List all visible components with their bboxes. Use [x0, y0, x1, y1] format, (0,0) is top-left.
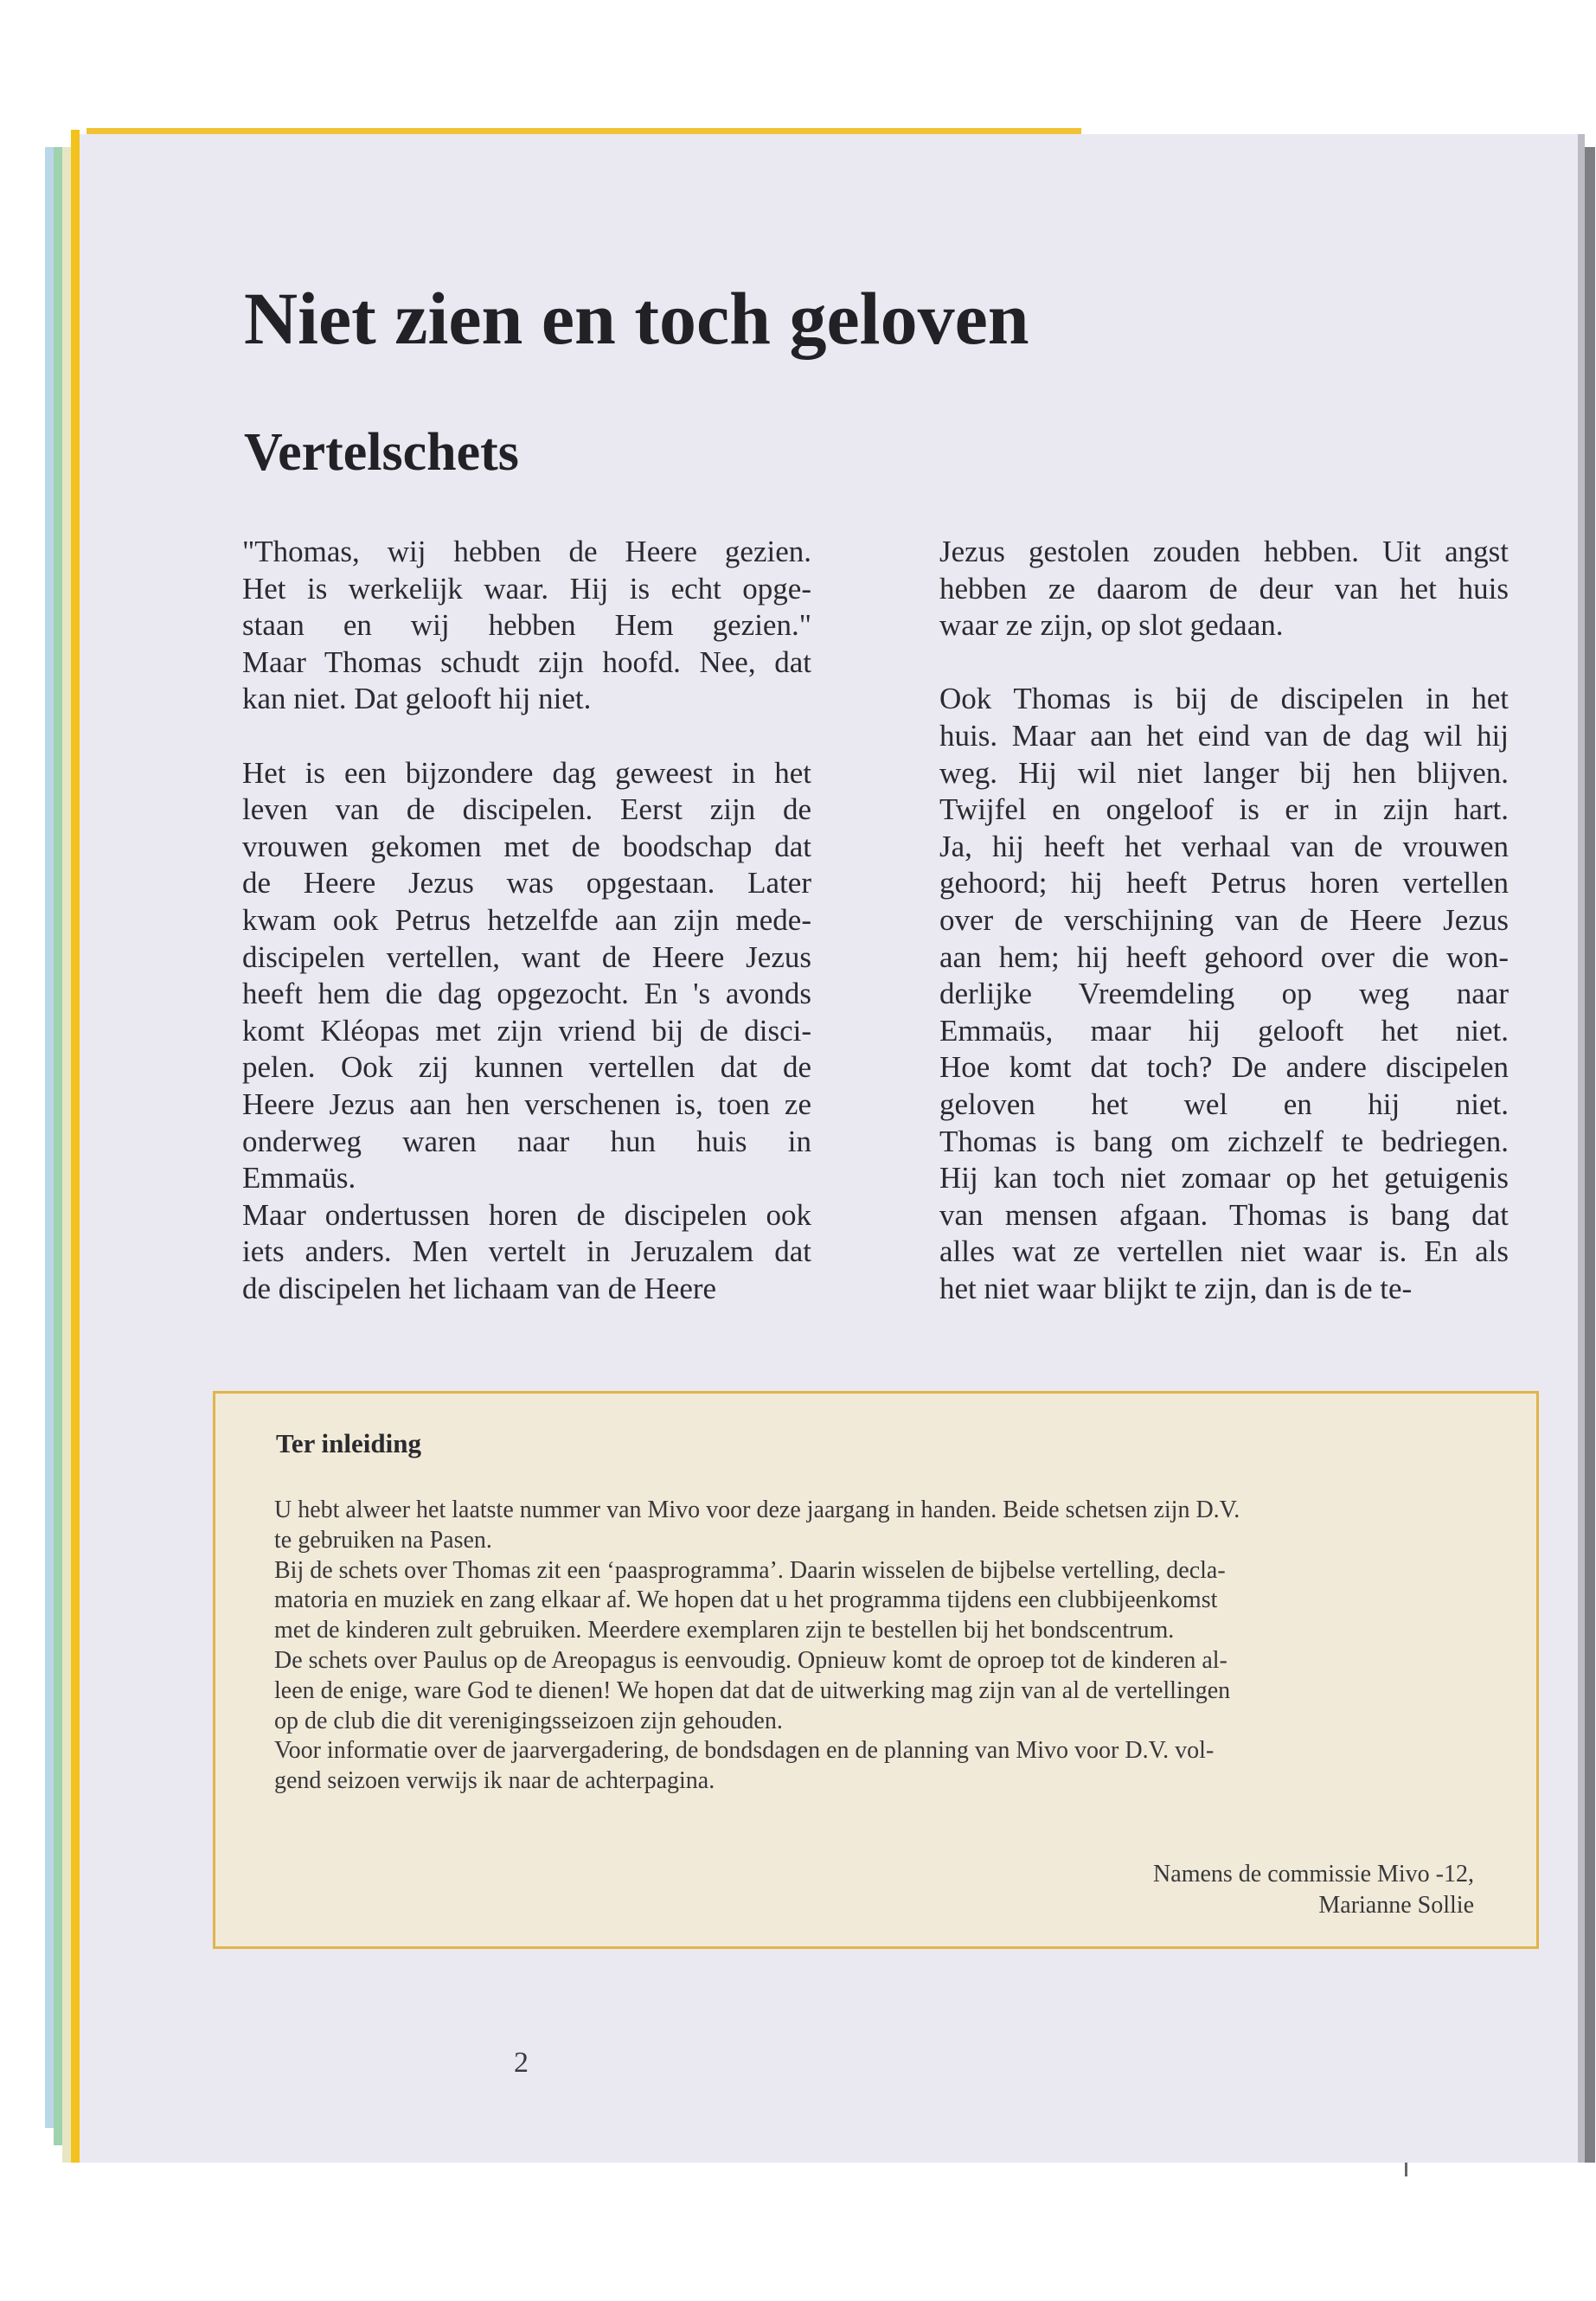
text-line: Jezus gestolen zouden hebben. Uit angst: [939, 535, 1509, 568]
text-line: pelen. Ook zij kunnen vertellen dat de: [242, 1050, 811, 1085]
intro-text-line: te gebruiken na Pasen.: [274, 1526, 492, 1554]
page-edge: [62, 147, 71, 2163]
text-line: Maar Thomas schudt zijn hoofd. Nee, dat: [242, 644, 811, 679]
text-line: Heere Jezus aan hen verschenen is, toen ze: [242, 1086, 811, 1121]
text-line: vrouwen gekomen met de boodschap dat: [242, 829, 811, 863]
text-line: Het is een bijzondere dag geweest in het: [242, 755, 811, 790]
text-line: van mensen afgaan. Thomas is bang dat: [939, 1197, 1509, 1232]
text-line: kan niet. Dat gelooft hij niet.: [242, 682, 592, 716]
text-line: Thomas is bang om zichzelf te bedriegen.: [939, 1124, 1509, 1158]
signature-line: Namens de commissie Mivo -12,: [1153, 1861, 1474, 1888]
intro-text-line: op de club die dit verenigingsseizoen zijn gehouden.: [274, 1707, 783, 1734]
page-edge: [71, 130, 80, 2163]
text-line: waar ze zijn, op slot gedaan.: [939, 608, 1284, 643]
right-column: [939, 534, 1509, 1307]
intro-text-line: De schets over Paulus op de Areopagus is eenvoudig. Opnieuw komt de oproep tot de kinderen al-: [274, 1646, 1227, 1674]
text-line: aan hem; hij heeft gehoord over die won-: [939, 939, 1509, 974]
text-line: gehoord; hij heeft Petrus horen vertellen: [939, 866, 1509, 901]
text-line: hebben ze daarom de deur van het huis: [939, 571, 1509, 606]
text-line: Hij kan toch niet zomaar op het getuigenis: [939, 1161, 1509, 1195]
intro-text-line: gend seizoen verwijs ik naar de achterpagina.: [274, 1767, 715, 1795]
text-line: Het is werkelijk waar. Hij is echt opge-: [242, 571, 811, 606]
text-line: Emmaüs.: [242, 1161, 356, 1195]
page-edge: [54, 147, 62, 2145]
intro-box-title: Ter inleiding: [276, 1428, 421, 1458]
text-line: onderweg waren naar hun huis in: [242, 1124, 811, 1158]
text-line: Emmaüs, maar hij gelooft het niet.: [939, 1013, 1509, 1048]
text-line: komt Kléopas met zijn vriend bij de disci-: [242, 1013, 811, 1048]
text-line: leven van de discipelen. Eerst zijn de: [242, 792, 811, 827]
text-line: Maar ondertussen horen de discipelen ook: [242, 1197, 811, 1232]
page-title: Niet zien en toch geloven: [244, 277, 1029, 360]
text-line: staan en wij hebben Hem gezien.": [242, 608, 811, 643]
intro-text-line: U hebt alweer het laatste nummer van Mivo voor deze jaargang in handen. Beide schetsen zijn D.V.: [274, 1497, 1240, 1523]
intro-text-line: Bij de schets over Thomas zit een ‘paasprogramma’. Daarin wisselen de bijbelse vertelling, decla-: [274, 1556, 1226, 1584]
paragraph: [939, 681, 1509, 1307]
text-line: de discipelen het lichaam van de Heere: [242, 1271, 717, 1305]
text-line: iets anders. Men vertelt in Jeruzalem dat: [242, 1234, 811, 1269]
text-line: heeft hem die dag opgezocht. En 's avonds: [242, 977, 811, 1011]
intro-box: [213, 1391, 1539, 1949]
text-line: Ook Thomas is bij de discipelen in het: [939, 682, 1509, 716]
intro-text-line: met de kinderen zult gebruiken. Meerdere exemplaren zijn te bestellen bij het bondscentrum.: [274, 1617, 1175, 1644]
scan-mark: [1405, 2163, 1407, 2176]
page-number: 2: [514, 2047, 529, 2079]
text-line: alles wat ze vertellen niet waar is. En als: [939, 1234, 1509, 1269]
intro-text-line: matoria en muziek en zang elkaar af. We hopen dat u het programma tijdens een clubbijeenkomst: [274, 1586, 1218, 1614]
signature-name: Marianne Sollie: [1318, 1892, 1474, 1919]
intro-text-line: Voor informatie over de jaarvergadering, de bondsdagen en de planning van Mivo voor D.V. vol-: [274, 1737, 1215, 1765]
text-line: Twijfel en ongeloof is er in zijn hart.: [939, 792, 1509, 827]
text-line: over de verschijning van de Heere Jezus: [939, 902, 1509, 937]
left-column: [242, 534, 811, 1307]
paragraph: [939, 534, 1509, 644]
signature: [1153, 1859, 1474, 1921]
page-edge: [45, 147, 54, 2128]
text-line: discipelen vertellen, want de Heere Jezus: [242, 939, 811, 974]
text-line: Hoe komt dat toch? De andere discipelen: [939, 1050, 1509, 1085]
text-line: Ja, hij heeft het verhaal van de vrouwen: [939, 829, 1509, 863]
text-line: huis. Maar aan het eind van de dag wil hij: [939, 718, 1509, 753]
text-line: kwam ook Petrus hetzelfde aan zijn mede-: [242, 902, 811, 937]
text-line: het niet waar blijkt te zijn, dan is de te-: [939, 1271, 1413, 1305]
paragraph: [242, 534, 811, 718]
section-subtitle: Vertelschets: [244, 423, 519, 482]
text-line: geloven het wel en hij niet.: [939, 1086, 1509, 1121]
paragraph: [242, 755, 811, 1308]
text-line: de Heere Jezus was opgestaan. Later: [242, 866, 811, 901]
intro-box-body: [274, 1496, 1477, 1797]
page-shadow: [1583, 147, 1595, 2163]
intro-text-line: leen de enige, ware God te dienen! We hopen dat dat de uitwerking mag zijn van al de vertellingen: [274, 1676, 1231, 1704]
text-line: "Thomas, wij hebben de Heere gezien.: [242, 535, 811, 568]
text-line: derlijke Vreemdeling op weg naar: [939, 977, 1509, 1011]
text-line: weg. Hij wil niet langer bij hen blijven.: [939, 755, 1509, 790]
